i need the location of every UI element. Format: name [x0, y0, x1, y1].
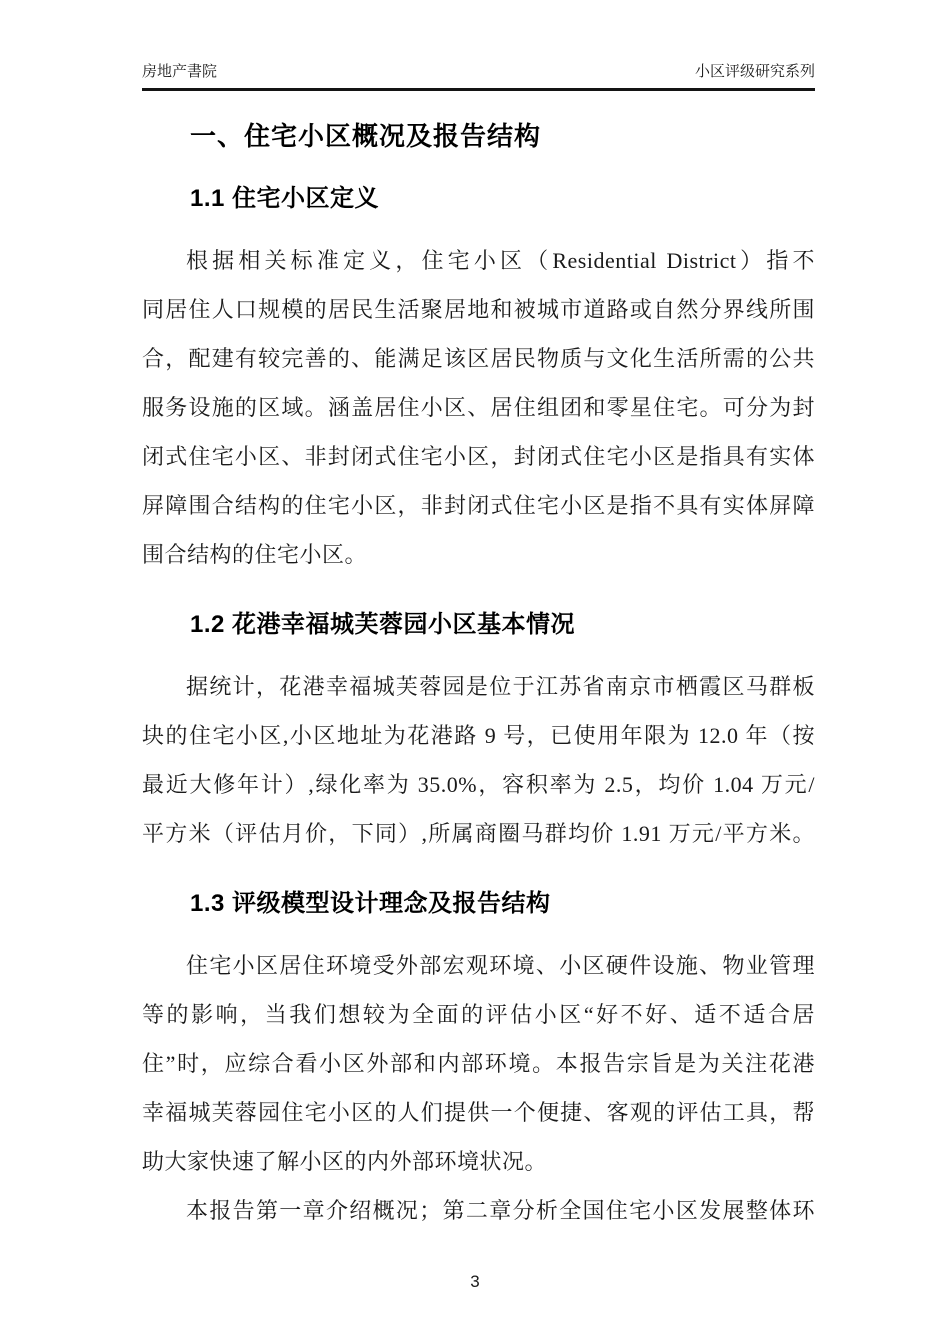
header-left-text: 房地产書院	[142, 63, 218, 80]
text-line: 最近大修年计）,绿化率为 35.0%，容积率为 2.5，均价 1.04 万元/	[142, 771, 815, 797]
section-1-2	[142, 610, 815, 858]
text-line: 围合结构的住宅小区。	[142, 541, 368, 567]
page-header	[142, 0, 815, 91]
text-line: 等的影响，当我们想较为全面的评估小区“好不好、适不适合居	[142, 1001, 815, 1027]
text-line: 闭式住宅小区、非封闭式住宅小区，封闭式住宅小区是指具有实体	[142, 443, 815, 469]
text-line: 服务设施的区域。涵盖居住小区、居住组团和零星住宅。可分为封	[142, 394, 815, 420]
text-line: 住”时，应综合看小区外部和内部环境。本报告宗旨是为关注花港	[142, 1050, 815, 1076]
section-1-3	[142, 889, 815, 1235]
paragraph-basic-info	[142, 662, 815, 858]
text-line: 屏障围合结构的住宅小区，非封闭式住宅小区是指不具有实体屏障	[142, 492, 815, 518]
paragraph-definition	[142, 236, 815, 579]
section-1-1	[142, 184, 815, 579]
text-line: 平方米（评估月价，下同）,所属商圈马群均价 1.91 万元/平方米。	[142, 820, 815, 846]
text-line: 块的住宅小区,小区地址为花港路 9 号，已使用年限为 12.0 年（按	[142, 722, 815, 748]
section-heading-1-2: 1.2 花港幸福城芙蓉园小区基本情况	[190, 610, 576, 638]
text-line: 住宅小区居住环境受外部宏观环境、小区硬件设施、物业管理	[186, 952, 815, 978]
header-right-text: 小区评级研究系列	[694, 63, 815, 80]
text-line: 同居住人口规模的居民生活聚居地和被城市道路或自然分界线所围	[142, 296, 815, 322]
text-line: 合，配建有较完善的、能满足该区居民物质与文化生活所需的公共	[142, 345, 815, 371]
paragraph-report-structure	[142, 1186, 815, 1235]
page-number: 3	[470, 1272, 480, 1291]
text-line: 据统计，花港幸福城芙蓉园是位于江苏省南京市栖霞区马群板	[186, 673, 815, 699]
text-line: 幸福城芙蓉园住宅小区的人们提供一个便捷、客观的评估工具，帮	[142, 1099, 815, 1125]
chapter-title: 一、住宅小区概况及报告结构	[190, 121, 542, 151]
text-line: 本报告第一章介绍概况；第二章分析全国住宅小区发展整体环	[186, 1197, 815, 1223]
section-heading-1-3: 1.3 评级模型设计理念及报告结构	[190, 889, 551, 917]
text-line: 助大家快速了解小区的内外部环境状况。	[142, 1148, 548, 1174]
paragraph-model-concept	[142, 941, 815, 1186]
page-footer	[0, 1272, 950, 1292]
section-heading-1-1: 1.1 住宅小区定义	[190, 184, 380, 212]
text-line: 根据相关标准定义，住宅小区（Residential District）指不	[186, 247, 815, 273]
